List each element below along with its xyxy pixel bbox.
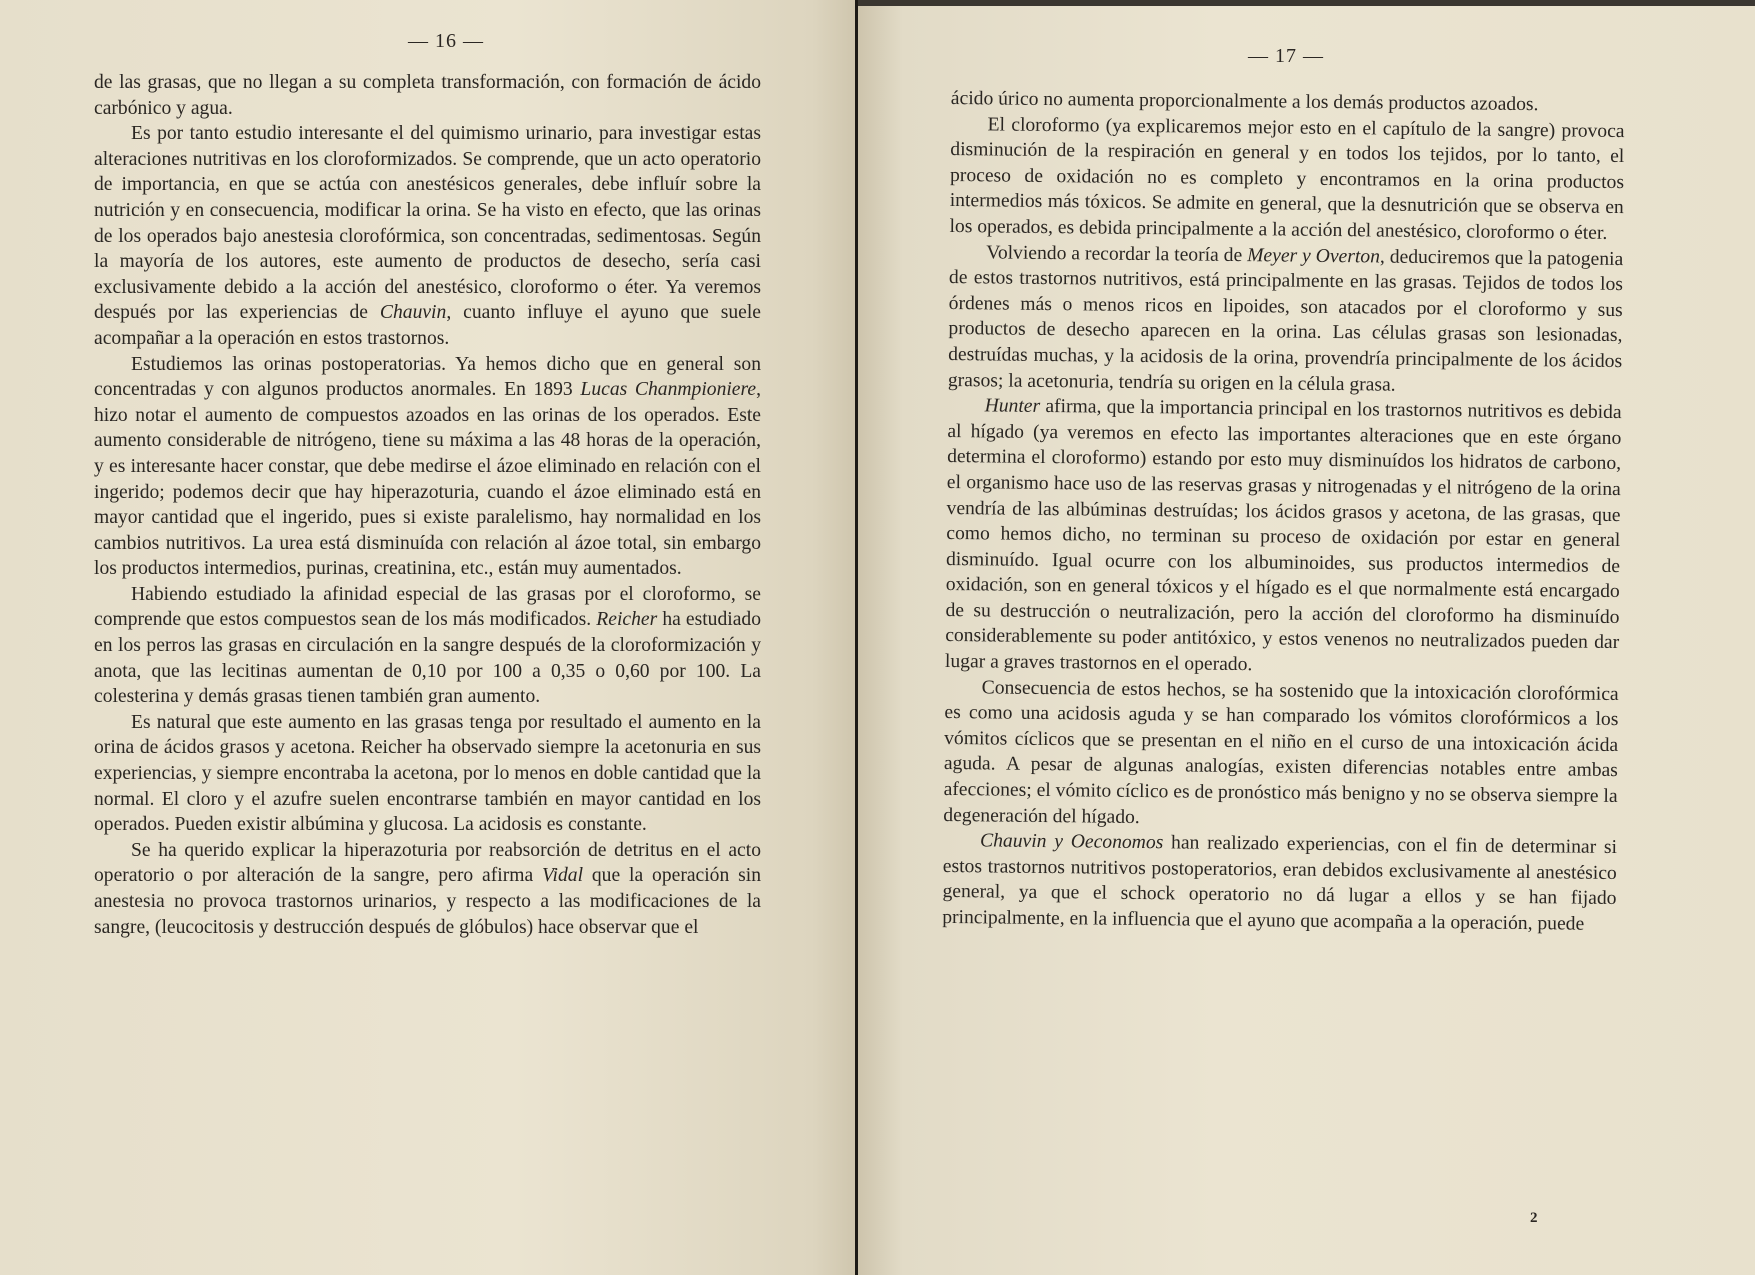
italic-author-name: Hunter <box>984 395 1041 418</box>
text-run: , cuanto influye el ayuno que suele acompañar a la operación en estos trastornos. <box>94 302 761 349</box>
text-run: Es por tanto estudio interesante el del quimismo urinario, para investigar estas alteraciones nutritivas en los cloroformizados. Se comprende, que un acto operatorio de importancia, en que se actúa con anestésicos generales, debe influír sobre la nutrición y en consecuencia, modificar la orina. Se ha visto en efecto, que las orinas de los operados bajo anestesia clorofórmica, son concentradas, sedimentosas. Según la mayoría de los autores, este aumento de productos de desecho, sería casi exclusivamente debido a la acción del anestésico, cloroformo o éter. Ya veremos después por las experiencias de <box>94 123 761 324</box>
page-number: — 16 — <box>408 30 484 52</box>
text-run: que la operación sin anestesia no provoca trastornos urinarios, y respecto a las modificaciones de la sangre, (leucocitosis y destrucción después de glóbulos) hace observar que el <box>94 865 761 938</box>
text-run: El cloroformo (ya explicaremos mejor esto en el capítulo de la sangre) provoca disminución de la respiración en general y en todos los tejidos, por lo tanto, el proceso de oxidación no es completo y encontramos en la orina productos intermedios más tóxicos. Se admite en general, que la desnutrición que se observa en los operados, es debida principalmente a la acción del anestésico, cloroformo o éter. <box>949 113 1625 244</box>
text-run: Es natural que este aumento en las grasas tenga por resultado el aumento en la orina de ácidos grasos y acetona. Reicher ha observado siempre la acetonuria en sus experiencias, y siempre encontraba la acetona, por lo menos en doble cantidad que la normal. El cloro y el azufre suelen encontrarse también en mayor cantidad en los operados. Pueden existir albúmina y glucosa. La acidosis es constante. <box>94 711 761 836</box>
paragraph <box>942 828 1617 937</box>
right-page <box>858 0 1755 1275</box>
italic-author-name: Lucas Chanmpioniere <box>580 379 757 401</box>
italic-author-name: Reicher <box>596 609 658 631</box>
italic-author-name: Meyer y Overton <box>1247 244 1381 268</box>
text-run: Estudiemos las orinas postoperatorias. Ya hemos dicho que en general son concentradas y con algunos productos anormales. En 1893 <box>94 353 761 401</box>
page-number: — 17 — <box>1248 45 1324 67</box>
text-run: Volviendo a recordar la teoría de <box>986 241 1248 266</box>
page-text <box>94 70 761 940</box>
paragraph <box>94 838 761 940</box>
text-run: Se ha querido explicar la hiperazoturia por reabsorción de detritus en el acto operatorio o por alteración de la sangre, pero afirma <box>94 839 761 887</box>
italic-author-name: Chauvin y Oeconomos <box>979 830 1164 854</box>
printer-signature-mark: 2 <box>1530 1210 1538 1226</box>
paragraph <box>94 582 761 710</box>
paragraph <box>943 675 1619 836</box>
italic-author-name: Chauvin <box>379 302 447 324</box>
italic-author-name: Vidal <box>542 865 584 887</box>
paragraph <box>94 121 761 351</box>
paragraph <box>948 240 1624 401</box>
paragraph <box>949 112 1624 247</box>
text-run: , deduciremos que la patogenia de estos trastornos nutritivos, está principalmente en las grasas. Tejidos de todos los órdenes más o menos ricos en lipoides, son atacados por el cloroformo y sus productos de desecho aparecen en la orina. Las células grasas son lesionadas, destruídas muchas, y la acidosis de la orina, provendría principalmente de los ácidos grasos; la acetonuria, tendría su origen en la célula grasa. <box>947 246 1624 396</box>
paragraph <box>94 70 761 121</box>
text-run: Habiendo estudiado la afinidad especial de las grasas por el cloroformo, se comprende que estos compuestos sean de los más modificados. <box>94 583 761 631</box>
text-run: han realizado experiencias, con el fin de determinar si estos trastornos nutritivos postoperatorios, eran debidos exclusivamente al anestésico general, ya que el schock operatorio no dá lugar a ellos y se han fijado principalmente, en la influencia que el ayuno que acompaña a la operación, puede <box>942 832 1618 935</box>
paragraph <box>94 710 761 838</box>
text-run: afirma, que la importancia principal en los trastornos nutritivos es debida al hígado (ya veremos en efecto las importantes alteraciones que en este órgano determina el cloroformo) estando por esto muy disminuídos los hidratos de carbono, el organismo hace uso de las reservas grasas y nitrogenadas y el nitrógeno de la orina vendría de las albúminas destruídas; los ácidos grasos y acetona, de las grasas, que como hemos dicho, no terminan su proceso de oxidación por estar en general disminuído. Igual ocurre con los albuminoides, sus productos intermedios de oxidación, son en general tóxicos y el hígado es el que normalmente está encargado de su destrucción o neutralización, pero la acción del cloroformo ha disminuído considerablemente su poder antitóxico, y estos venenos no neutralizados pueden dar lugar a graves trastornos en el operado. <box>944 396 1622 676</box>
left-page <box>0 0 855 1275</box>
text-run: de las grasas, que no llegan a su completa transformación, con formación de ácido carbónico y agua. <box>94 72 761 119</box>
text-run: Consecuencia de estos hechos, se ha sostenido que la intoxicación clorofórmica es como una acidosis aguda y se han comparado los vómitos clorofórmicos a los vómitos cíclicos que se presentan en el niño en el curso de una intoxicación ácida aguda. A pesar de algunas analogías, existen diferencias notables entre ambas afecciones; el vómito cíclico es de pronóstico más benigno y no se observa siempre la degeneración del hígado. <box>943 677 1619 828</box>
paragraph <box>94 352 761 582</box>
paragraph <box>945 393 1622 682</box>
text-run: ha estudiado en los perros las grasas en circulación en la sangre después de la cloroformización y anota, que las lecitinas aumentan de 0,10 por 100 a 0,35 o 0,60 por 100. La colesterina y demás grasas tienen también gran aumento. <box>94 609 761 708</box>
page-text <box>942 86 1625 938</box>
text-run: ácido úrico no aumenta proporcionalmente a los demás productos azoados. <box>950 87 1539 116</box>
text-run: , hizo notar el aumento de compuestos azoados en las orinas de los operados. Este aumento considerable de nitrógeno, tiene su máxima a las 48 horas de la operación, y es interesante hacer constar, que debe medirse el ázoe eliminado en relación con el ingerido; podemos decir que hay hiperazoturia, cuando el ázoe eliminado está en mayor cantidad que el ingerido, pues si existe paralelismo, hay normalidad en los cambios nutritivos. La urea está disminuída con relación al ázoe total, sin embargo los productos intermedios, purinas, creatinina, etc., están muy aumentados. <box>94 379 762 580</box>
